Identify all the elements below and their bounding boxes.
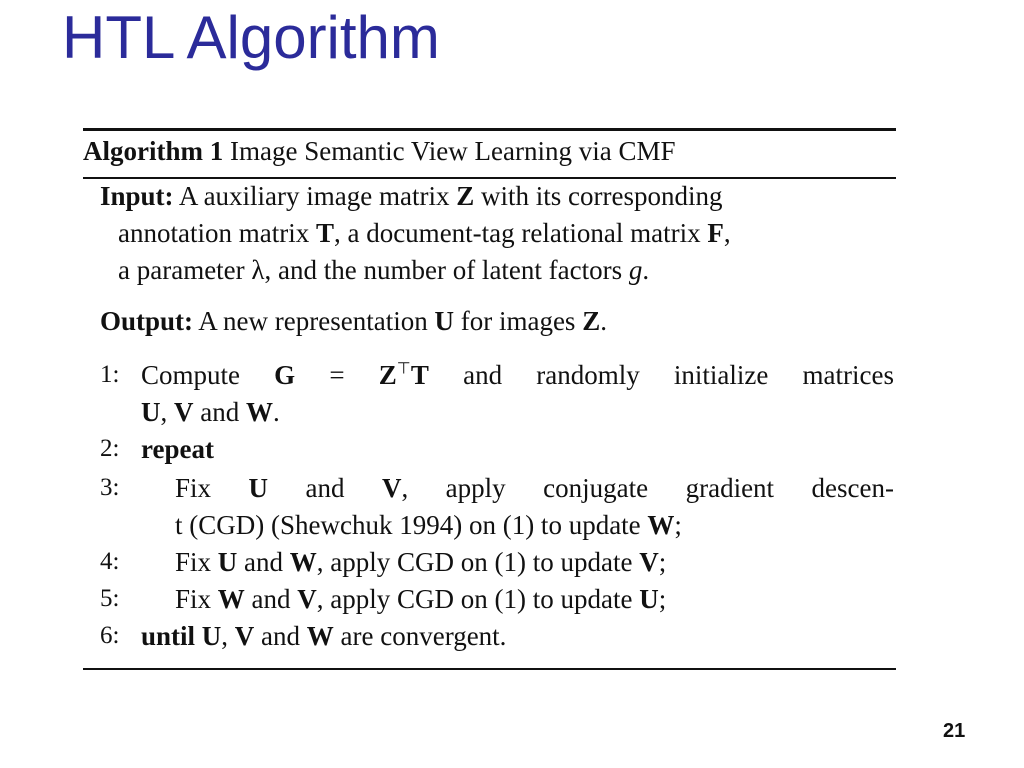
step-text: ; [674, 510, 682, 540]
math-symbol: T [410, 360, 429, 390]
step-text: Fix [175, 473, 249, 503]
step-number: 3: [100, 474, 120, 501]
math-symbol: Z [378, 360, 397, 390]
slide-title: HTL Algorithm [62, 4, 440, 71]
input-text: , a document-tag relational matrix [333, 218, 708, 248]
algorithm-label: Algorithm 1 [83, 136, 224, 166]
step-text: and [305, 473, 382, 503]
output-text: A new representation [193, 306, 435, 336]
step-text: ; [658, 584, 667, 614]
step-text: Compute [141, 360, 275, 390]
algorithm-box [83, 128, 896, 670]
input-text: , and the number of latent factors [264, 255, 629, 285]
keyword-until: until [141, 621, 196, 651]
output-text: for images [453, 306, 583, 336]
math-symbol: F [707, 218, 724, 248]
step-text: are convergent. [333, 621, 507, 651]
math-symbol: U [141, 397, 161, 427]
step-1-line-2 [141, 395, 280, 429]
step-text: Fix [175, 547, 218, 577]
step-text: , apply CGD on (1) to update [316, 584, 640, 614]
step-number: 2: [100, 435, 120, 462]
step-text: t (CGD) (Shewchuk 1994) on (1) to update [175, 510, 648, 540]
math-symbol: W [289, 547, 317, 577]
math-symbol: V [234, 621, 255, 651]
math-symbol: V [381, 473, 402, 503]
input-text: a parameter [118, 255, 252, 285]
step-text: , [221, 621, 235, 651]
step-text: and [193, 397, 246, 427]
math-symbol: U [434, 306, 454, 336]
step-number: 4: [100, 548, 120, 575]
math-symbol: V [639, 547, 659, 577]
input-text: A auxiliary image matrix [178, 181, 457, 211]
step-text: , apply CGD on (1) to update [316, 547, 640, 577]
algorithm-title: Image Semantic View Learning via CMF [229, 136, 676, 166]
output-line [100, 304, 607, 338]
step-text: and [244, 584, 298, 614]
step-3-line-1 [175, 471, 894, 505]
math-symbol: W [245, 397, 273, 427]
math-symbol: U [639, 584, 659, 614]
math-symbol: W [217, 584, 245, 614]
output-label: Output: [100, 306, 194, 336]
step-3-line-2 [175, 508, 682, 542]
math-symbol: V [174, 397, 194, 427]
step-5-line [175, 582, 666, 616]
math-symbol: V [297, 584, 317, 614]
input-line-2 [118, 216, 731, 250]
step-number: 5: [100, 585, 120, 612]
page-number: 21 [943, 720, 966, 742]
math-symbol: G [274, 360, 296, 390]
transpose-symbol: ⊤ [396, 359, 411, 378]
step-1-line-1 [141, 358, 894, 392]
math-symbol: Z [582, 306, 601, 336]
step-text: and [237, 547, 290, 577]
keyword-repeat: repeat [141, 434, 214, 464]
top-rule [83, 128, 896, 131]
input-line-1 [100, 179, 723, 213]
step-text [195, 621, 202, 651]
step-number: 6: [100, 622, 120, 649]
math-symbol: W [647, 510, 675, 540]
input-text: with its corresponding [474, 181, 723, 211]
math-symbol: U [217, 547, 238, 577]
math-symbol: U [248, 473, 268, 503]
step-text: , apply conjugate gradient descen- [401, 473, 894, 503]
input-text: annotation matrix [118, 218, 316, 248]
step-number: 1: [100, 361, 120, 388]
bottom-rule [83, 668, 896, 670]
step-text: Fix [175, 584, 218, 614]
math-symbol: λ [251, 255, 265, 285]
step-text: and [254, 621, 307, 651]
math-symbol: W [306, 621, 334, 651]
math-symbol: Z [456, 181, 475, 211]
input-text: , [723, 218, 731, 248]
math-symbol: U [201, 621, 222, 651]
step-text: , [160, 397, 174, 427]
step-text: ; [658, 547, 667, 577]
input-text: . [642, 255, 650, 285]
step-6-line [141, 619, 506, 653]
input-label: Input: [100, 181, 174, 211]
step-text: and randomly initialize matrices [428, 360, 894, 390]
algorithm-header [83, 134, 676, 168]
step-text: = [329, 360, 379, 390]
math-symbol: g [628, 255, 643, 285]
step-4-line [175, 545, 666, 579]
math-symbol: T [315, 218, 334, 248]
step-text: . [272, 397, 280, 427]
output-text: . [600, 306, 607, 336]
input-line-3 [118, 253, 649, 287]
